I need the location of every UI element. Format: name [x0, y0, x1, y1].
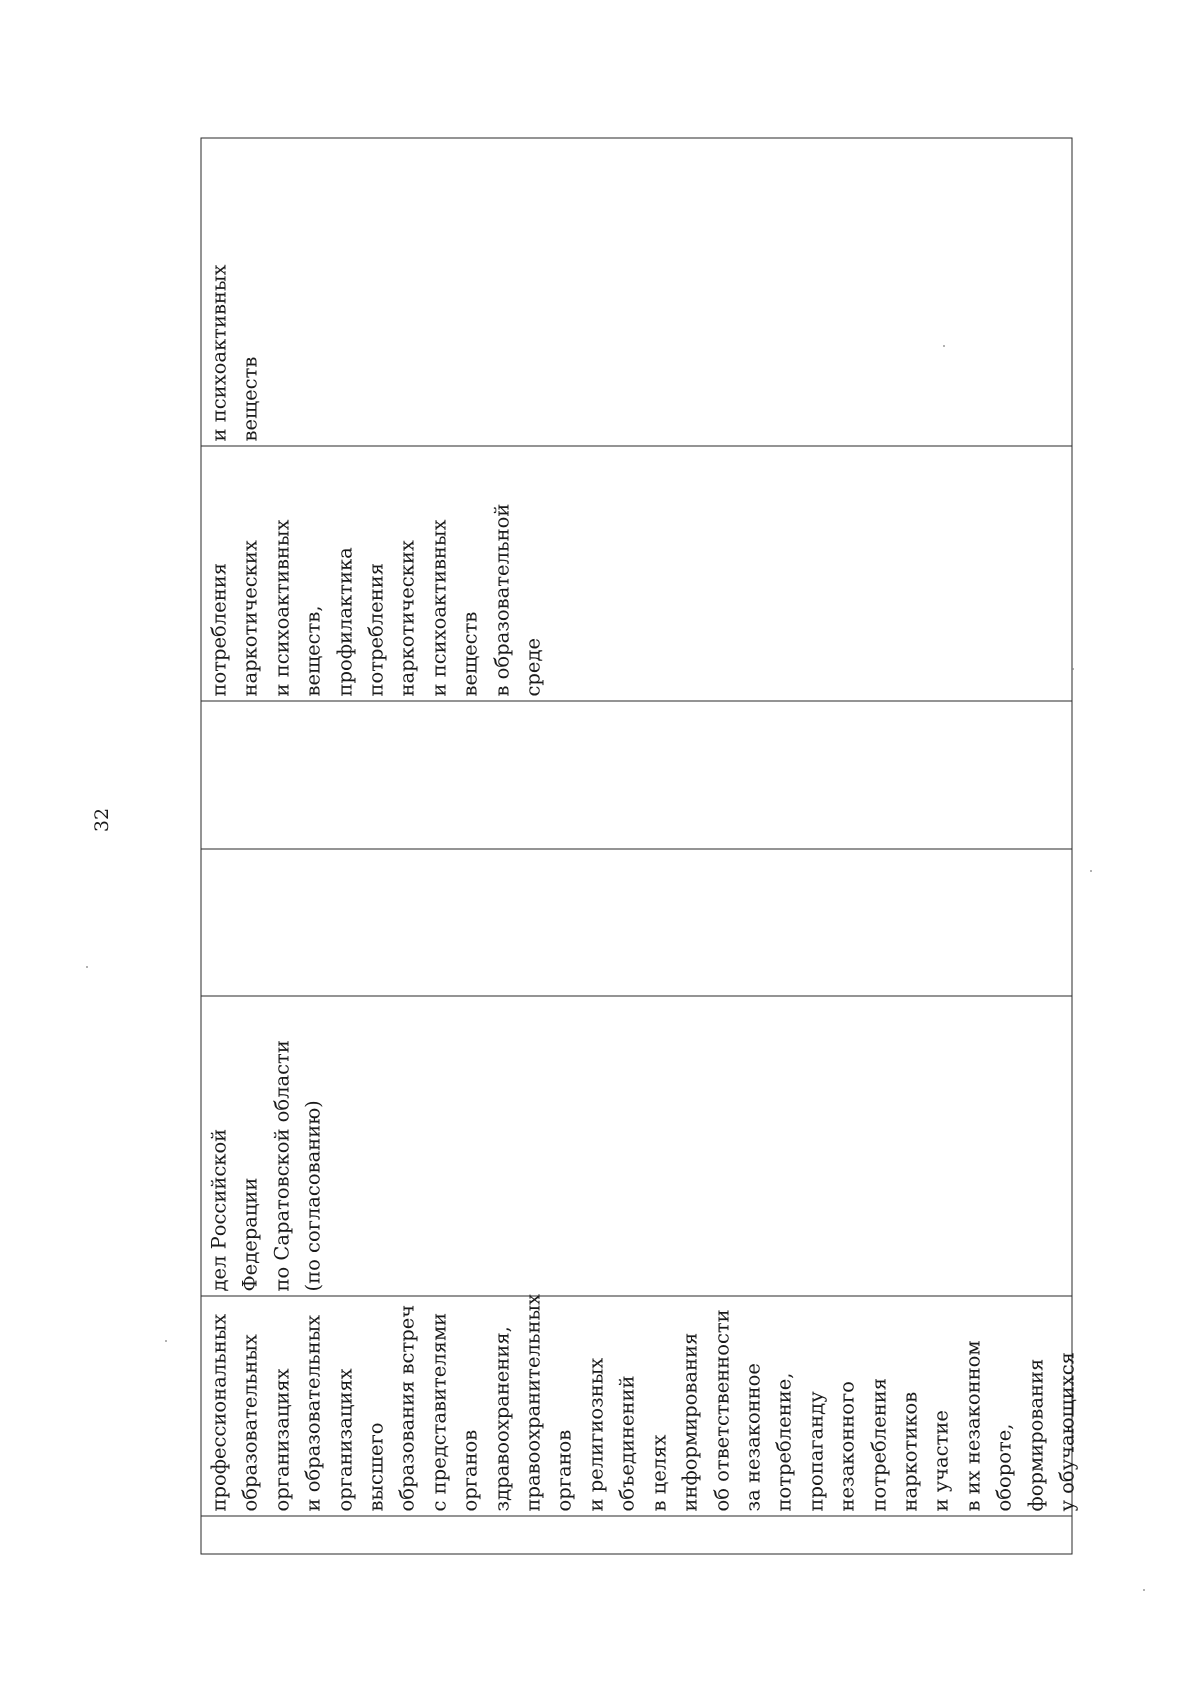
cell-line: правоохранительных [521, 1293, 545, 1511]
table-cell-empty-b [201, 701, 1071, 849]
table-cell-empty-a [201, 849, 1071, 996]
cell-line: (по согласованию) [301, 1099, 325, 1291]
cell-line: и психоактивных [269, 519, 293, 696]
cell-line: формирования [1023, 1358, 1047, 1511]
cell-line: органов [552, 1429, 576, 1511]
page-number: 32 [91, 807, 113, 833]
cell-line: высшего [364, 1421, 388, 1511]
cell-line: профилактика [332, 546, 356, 696]
scan-speck [1090, 870, 1092, 872]
cell-line: по Саратовской области [269, 1039, 293, 1291]
cell-line: и религиозных [583, 1357, 607, 1511]
cell-line: потребления [364, 562, 388, 696]
table-cell-measure [201, 1293, 1078, 1516]
cell-line: организациях [332, 1367, 356, 1511]
cell-line: среде [521, 637, 545, 696]
scan-speck [86, 966, 88, 968]
table-container [200, 137, 1078, 1554]
cell-line: в образовательной [489, 503, 513, 696]
table-cell-indicator [201, 138, 1071, 446]
cell-line: у обучающихся [1054, 1351, 1078, 1511]
cell-line: незаконного [835, 1380, 859, 1511]
cell-line: наркотических [395, 539, 419, 696]
table-cell-result [201, 446, 1071, 701]
cell-line: наркотиков [897, 1391, 921, 1511]
cell-line: информирования [678, 1332, 702, 1511]
cell-line: с представителями [426, 1312, 450, 1511]
scan-speck [943, 345, 945, 347]
cell-line: веществ, [301, 604, 325, 696]
cell-line: и образовательных [301, 1314, 325, 1511]
cell-line: профессиональных [207, 1313, 230, 1511]
cell-line: наркотических [238, 539, 262, 696]
cell-line: дел Российской [207, 1128, 230, 1291]
cell-line: здравоохранения, [489, 1325, 513, 1511]
scan-speck [165, 1340, 167, 1342]
cell-line: веществ [238, 356, 262, 441]
table-cell-executor [201, 996, 1071, 1296]
cell-line: в целях [646, 1434, 670, 1511]
cell-line: веществ [458, 611, 482, 696]
scan-speck [1072, 668, 1074, 670]
cell-line: обороте, [992, 1423, 1016, 1511]
cell-line: потребления [866, 1377, 890, 1511]
cell-line: потребления [207, 562, 230, 696]
cell-line: организациях [269, 1367, 293, 1511]
cell-line: за незаконное [740, 1362, 764, 1511]
cell-line: и психоактивных [426, 519, 450, 696]
table [200, 137, 1078, 1554]
table-cell-number [201, 1516, 1071, 1553]
cell-line: пропаганду [803, 1390, 827, 1511]
cell-line: объединений [615, 1375, 639, 1511]
cell-line: потребление, [772, 1372, 796, 1511]
cell-line: Федерации [238, 1177, 262, 1291]
cell-line: и участие [929, 1409, 953, 1511]
cell-line: в их незаконном [960, 1340, 984, 1511]
cell-line: и психоактивных [207, 264, 230, 441]
cell-line: об ответственности [709, 1308, 733, 1511]
cell-line: образования встреч [395, 1304, 419, 1511]
cell-line: органов [458, 1429, 482, 1511]
scan-speck [1143, 1589, 1145, 1591]
cell-line: образовательных [238, 1333, 262, 1511]
